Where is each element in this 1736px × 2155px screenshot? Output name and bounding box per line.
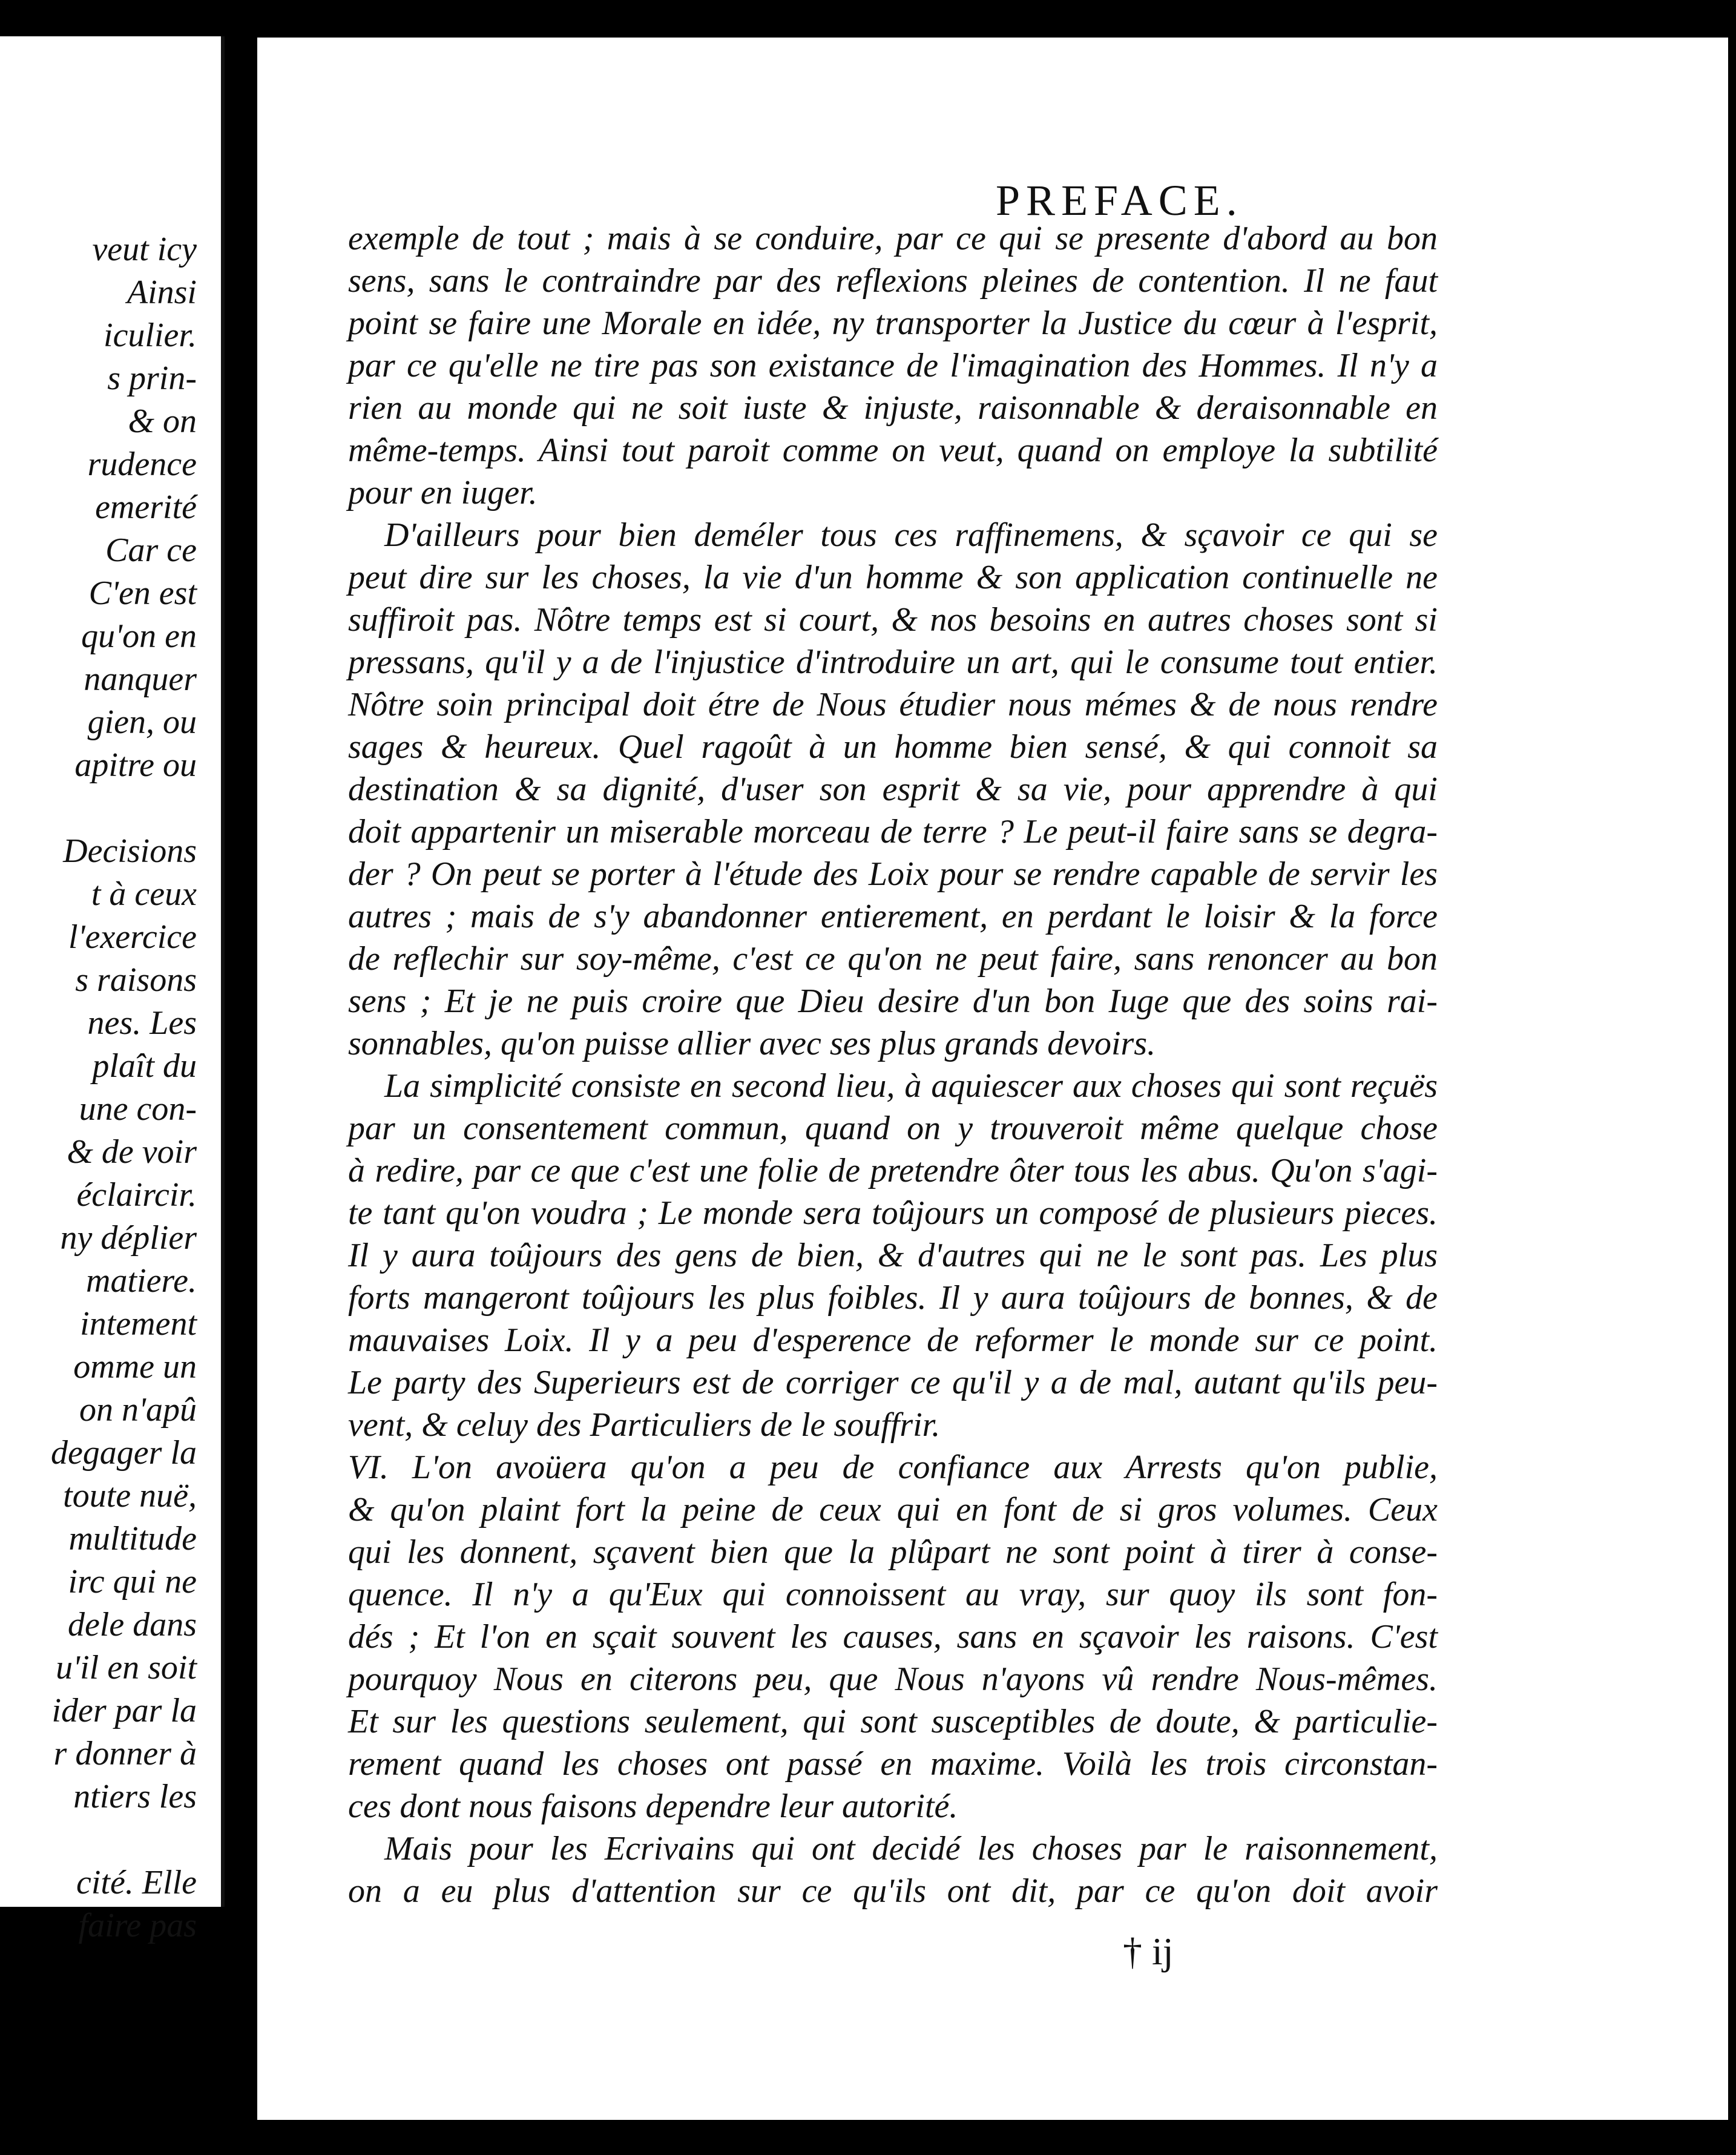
text-line: sages & heureux. Quel ragoût à un homme bien sensé, & qui connoit sa — [348, 728, 1438, 766]
text-line: te tant qu'on voudra ; Le monde sera toûjours un composé de plusieurs pieces. — [348, 1194, 1438, 1232]
text-line: der ? On peut se porter à l'étude des Loix pour se rendre capable de servir les — [348, 855, 1438, 893]
left-page-line: omme un — [73, 1348, 197, 1386]
text-line: de reflechir sur soy-même, c'est ce qu'on ne peut faire, sans renoncer au bon — [348, 940, 1438, 978]
left-page-line: une con- — [79, 1090, 197, 1128]
text-line: sens ; Et je ne puis croire que Dieu desire d'un bon Iuge que des soins rai- — [348, 982, 1438, 1020]
text-line: rement quand les choses ont passé en maxime. Voilà les trois circonstan- — [348, 1745, 1438, 1783]
text-line: à redire, par ce que c'est une folie de pretendre ôter tous les abus. Qu'on s'agi- — [348, 1152, 1438, 1189]
left-page-line: ny déplier — [60, 1219, 197, 1257]
text-line: rien au monde qui ne soit iuste & injuste, raisonnable & deraisonnable en — [348, 389, 1438, 427]
left-page-line: intement — [80, 1305, 197, 1343]
left-page-line: u'il en soit — [56, 1649, 197, 1686]
text-line: doit appartenir un miserable morceau de terre ? Le peut-il faire sans se degra- — [348, 813, 1438, 850]
left-page-line: gien, ou — [87, 703, 197, 741]
page-header: PREFACE. — [996, 176, 1243, 225]
text-line: pour en iuger. — [348, 474, 538, 512]
left-page-line: l'exercice — [68, 918, 197, 956]
text-line: D'ailleurs pour bien deméler tous ces raffinemens, & sçavoir ce qui se — [384, 516, 1438, 554]
left-page-line: Car ce — [105, 531, 197, 569]
left-page-line: Decisions — [63, 832, 197, 870]
signature-mark: † ij — [1123, 1930, 1174, 1973]
text-line: mauvaises Loix. Il y a peu d'esperence de reformer le monde sur ce point. — [348, 1321, 1438, 1359]
left-page-line: qu'on en — [81, 617, 197, 655]
text-line: par ce qu'elle ne tire pas son existance de l'imagination des Hommes. Il n'y a — [348, 347, 1438, 384]
left-page-line: emerité — [95, 489, 197, 526]
text-line: La simplicité consiste en second lieu, à aquiescer aux choses qui sont reçuës — [384, 1067, 1438, 1105]
left-page-line: rudence — [87, 446, 197, 483]
text-line: autres ; mais de s'y abandonner entierement, en perdant le loisir & la force — [348, 898, 1438, 935]
text-line: exemple de tout ; mais à se conduire, par ce qui se presente d'abord au bon — [348, 220, 1438, 257]
text-line: par un consentement commun, quand on y trouveroit même quelque chose — [348, 1110, 1438, 1147]
text-line: Nôtre soin principal doit étre de Nous étudier nous mémes & de nous rendre — [348, 686, 1438, 723]
text-line: VI. L'on avoüera qu'on a peu de confiance aux Arrests qu'on publie, — [348, 1449, 1438, 1486]
left-page-line: & de voir — [67, 1133, 197, 1171]
left-page-line: r donner à — [53, 1735, 197, 1772]
left-page-line: s prin- — [107, 360, 197, 397]
left-page-line: multitude — [68, 1520, 197, 1558]
text-line: Mais pour les Ecrivains qui ont decidé les choses par le raisonnement, — [384, 1830, 1438, 1867]
text-line: forts mangeront toûjours les plus foibles. Il y aura toûjours de bonnes, & de — [348, 1279, 1438, 1317]
text-line: même-temps. Ainsi tout paroit comme on veut, quand on employe la subtilité — [348, 432, 1438, 469]
text-line: on a eu plus d'attention sur ce qu'ils ont dit, par ce qu'on doit avoir — [348, 1872, 1438, 1910]
left-page-line: faire pas — [78, 1907, 197, 1944]
left-page-line: irc qui ne — [68, 1563, 197, 1601]
text-line: suffiroit pas. Nôtre temps est si court, & nos besoins en autres choses sont si — [348, 601, 1438, 639]
text-line: sens, sans le contraindre par des reflexions pleines de contention. Il ne faut — [348, 262, 1438, 300]
left-page-line: on n'apû — [79, 1391, 197, 1429]
text-line: peut dire sur les choses, la vie d'un homme & son application continuelle ne — [348, 559, 1438, 596]
left-page-line: cité. Elle — [76, 1864, 197, 1901]
text-line: & qu'on plaint fort la peine de ceux qui en font de si gros volumes. Ceux — [348, 1491, 1438, 1528]
left-page-line: Ainsi — [127, 274, 197, 311]
left-page-line: plaît du — [92, 1047, 197, 1085]
left-page-line: ntiers les — [73, 1778, 197, 1815]
left-page-line: s raisons — [75, 961, 197, 999]
text-line: destination & sa dignité, d'user son esprit & sa vie, pour apprendre à qui — [348, 771, 1438, 808]
left-page-line: C'en est — [88, 574, 197, 612]
text-line: pourquoy Nous en citerons peu, que Nous n'ayons vû rendre Nous-mêmes. — [348, 1660, 1438, 1698]
text-line: Le party des Superieurs est de corriger ce qu'il y a de mal, autant qu'ils peu- — [348, 1364, 1438, 1401]
left-page-line: dele dans — [67, 1606, 197, 1643]
text-line: qui les donnent, sçavent bien que la plûpart ne sont point à tirer à conse- — [348, 1533, 1438, 1571]
left-page-line: apitre ou — [74, 746, 197, 784]
left-page-line: matiere. — [86, 1262, 197, 1300]
left-page-fragment — [0, 36, 225, 1944]
left-page-line: toute nuë, — [63, 1477, 197, 1515]
text-line: ces dont nous faisons dependre leur autorité. — [348, 1788, 958, 1825]
text-line: Il y aura toûjours des gens de bien, & d'autres qui ne le sont pas. Les plus — [348, 1237, 1438, 1274]
right-page — [257, 38, 1728, 2120]
left-page-line: nes. Les — [87, 1004, 197, 1042]
text-line: pressans, qu'il y a de l'injustice d'introduire un art, qui le consume tout entier. — [348, 643, 1438, 681]
text-line: vent, & celuy des Particuliers de le souffrir. — [348, 1406, 941, 1444]
text-line: point se faire une Morale en idée, ny transporter la Justice du cœur à l'esprit, — [348, 304, 1438, 342]
left-page-line: nanquer — [84, 660, 197, 698]
text-line: Et sur les questions seulement, qui sont susceptibles de doute, & particulie- — [348, 1703, 1438, 1740]
left-page-line: degager la — [50, 1434, 197, 1472]
left-page-line: veut icy — [92, 231, 197, 268]
left-page-line: iculier. — [104, 317, 197, 354]
left-page-line: t à ceux — [91, 875, 197, 913]
left-page-line: & on — [128, 403, 197, 440]
text-line: sonnables, qu'on puisse allier avec ses plus grands devoirs. — [348, 1025, 1156, 1062]
text-line: dés ; Et l'on en sçait souvent les causes, sans en sçavoir les raisons. C'est — [348, 1618, 1438, 1656]
text-line: quence. Il n'y a qu'Eux qui connoissent au vray, sur quoy ils sont fon- — [348, 1576, 1438, 1613]
left-page-line: éclaircir. — [76, 1176, 197, 1214]
left-page-line: ider par la — [51, 1692, 197, 1729]
